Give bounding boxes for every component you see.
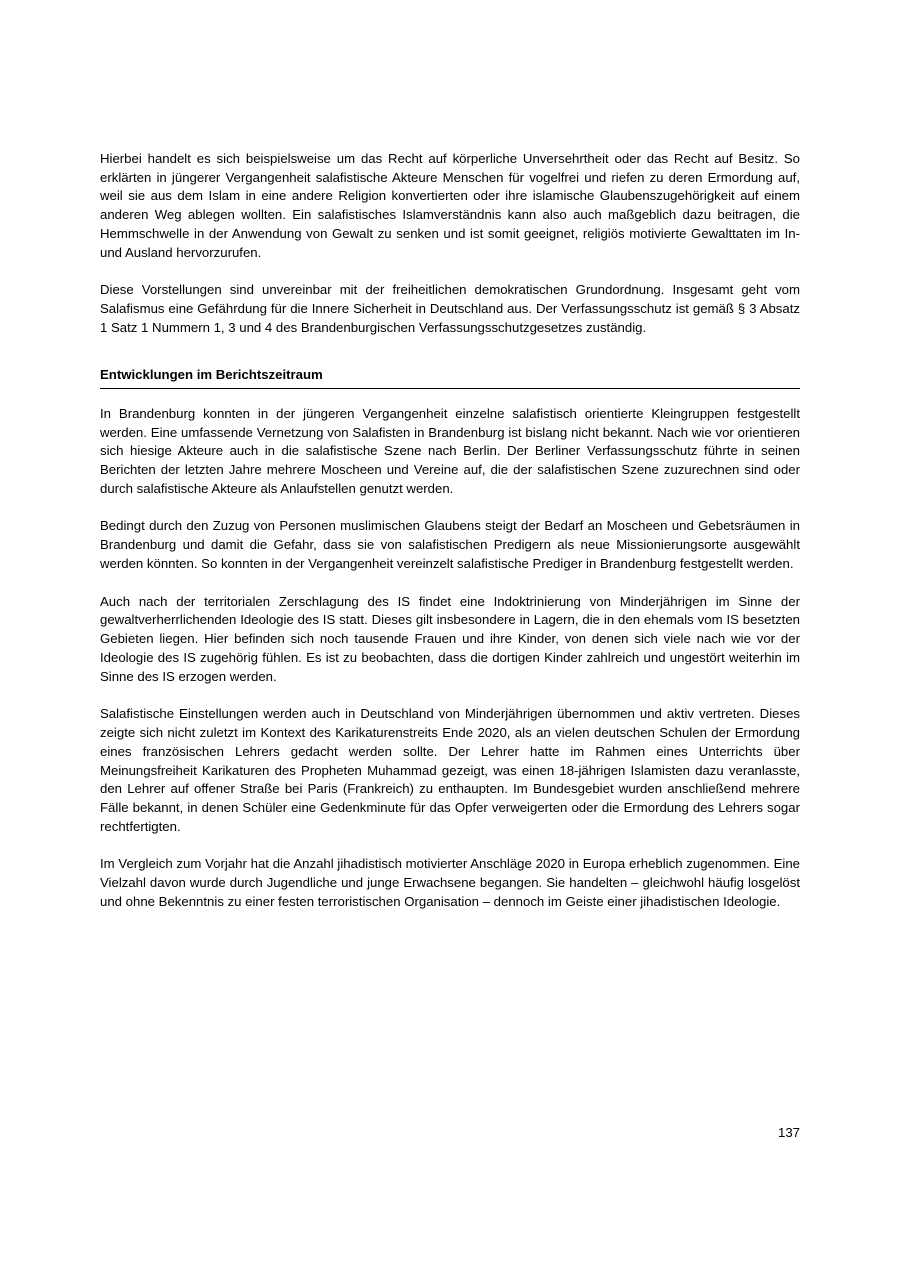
- page-number: 137: [777, 1125, 800, 1140]
- paragraph-grundordnung: Diese Vorstellungen sind unvereinbar mit der freiheitlichen demokratischen Grundordnung. Insgesamt geht vom Salafismus eine Gefährdung für die Innere Sicherheit in Deutschland aus. Der Verfassungsschutz ist gemäß § 3 Absatz 1 Satz 1 Nummern 1, 3 und 4 des Brandenburgischen Verfassungsschutzgesetzes zuständig.: [100, 282, 800, 335]
- heading-entwicklungen: Entwicklungen im Berichtszeitraum: [100, 366, 800, 389]
- paragraph-anschlaege-europa: Im Vergleich zum Vorjahr hat die Anzahl jihadistisch motivierter Anschläge 2020 in Europa erheblich zugenommen. Eine Vielzahl davon wurde durch Jugendliche und junge Erwachsene begangen. Sie handelten – gleichwohl häufig losgelöst und ohne Bekenntnis zu einer festen terroristischen Organisation – dennoch im Geiste einer jihadistischen Ideologie.: [100, 856, 800, 909]
- paragraph-karikaturenstreit: Salafistische Einstellungen werden auch in Deutschland von Minderjährigen übernommen und aktiv vertreten. Dieses zeigte sich nicht zuletzt im Kontext des Karikaturenstreits Ende 2020, als an vielen deutschen Schulen der Ermordung eines französischen Lehrers gedacht werden sollte. Der Lehrer hatte im Rahmen eines Unterrichts über Meinungsfreiheit Karikaturen des Propheten Muhammad gezeigt, was einen 18-jährigen Islamisten dazu veranlasste, den Lehrer auf offener Straße bei Paris (Frankreich) zu enthaupten. Im Bundesgebiet wurden anschließend mehrere Fälle bekannt, in denen Schüler eine Gedenkminute für das Opfer verweigerten oder die Ermordung des Lehrers sogar rechtfertigten.: [100, 706, 800, 834]
- paragraph-rechtsgueter: Hierbei handelt es sich beispielsweise um das Recht auf körperliche Unversehrtheit oder das Recht auf Besitz. So erklärten in jüngerer Vergangenheit salafistische Akteure Menschen für vogelfrei und riefen zu deren Ermordung auf, weil sie aus dem Islam in eine andere Religion konvertierten oder ihre islamische Glaubenszugehörigkeit auf einem anderen Weg ablegen wollten. Ein salafistisches Islamverständnis kann also auch maßgeblich dazu beitragen, die Hemmschwelle in der Anwendung von Gewalt zu senken und ist somit geeignet, religiös motivierte Gewalttaten im In- und Ausland hervorzurufen.: [100, 151, 800, 260]
- page-body: [100, 150, 800, 912]
- paragraph-moscheen-gebetsraeume: Bedingt durch den Zuzug von Personen muslimischen Glaubens steigt der Bedarf an Moscheen und Gebetsräumen in Brandenburg und damit die Gefahr, dass sie von salafistischen Predigern als neue Missionierungsorte ausgewählt werden könnten. So konnten in der Vergangenheit vereinzelt salafistische Prediger in Brandenburg festgestellt werden.: [100, 518, 800, 571]
- paragraph-indoktrinierung-is: Auch nach der territorialen Zerschlagung des IS findet eine Indoktrinierung von Minderjährigen im Sinne der gewaltverherrlichenden Ideologie des IS statt. Dieses gilt insbesondere in Lagern, die in den ehemals vom IS besetzten Gebieten liegen. Hier befinden sich noch tausende Frauen und ihre Kinder, von denen sich viele nach wie vor der Ideologie des IS zugehörig fühlen. Es ist zu beobachten, dass die dortigen Kinder zahlreich und ungestört weiterhin im Sinne des IS erzogen werden.: [100, 593, 800, 684]
- paragraph-kleingruppen: In Brandenburg konnten in der jüngeren Vergangenheit einzelne salafistisch orientierte Kleingruppen festgestellt werden. Eine umfassende Vernetzung von Salafisten in Brandenburg ist bislang nicht bekannt. Nach wie vor orientieren sich hiesige Akteure auch in die salafistische Szene nach Berlin. Der Berliner Verfassungsschutz führte in seinen Berichten der letzten Jahre mehrere Moscheen und Vereine auf, die der salafistischen Szene zuzurechnen sind oder durch salafistische Akteure als Anlaufstellen genutzt werden.: [100, 405, 800, 496]
